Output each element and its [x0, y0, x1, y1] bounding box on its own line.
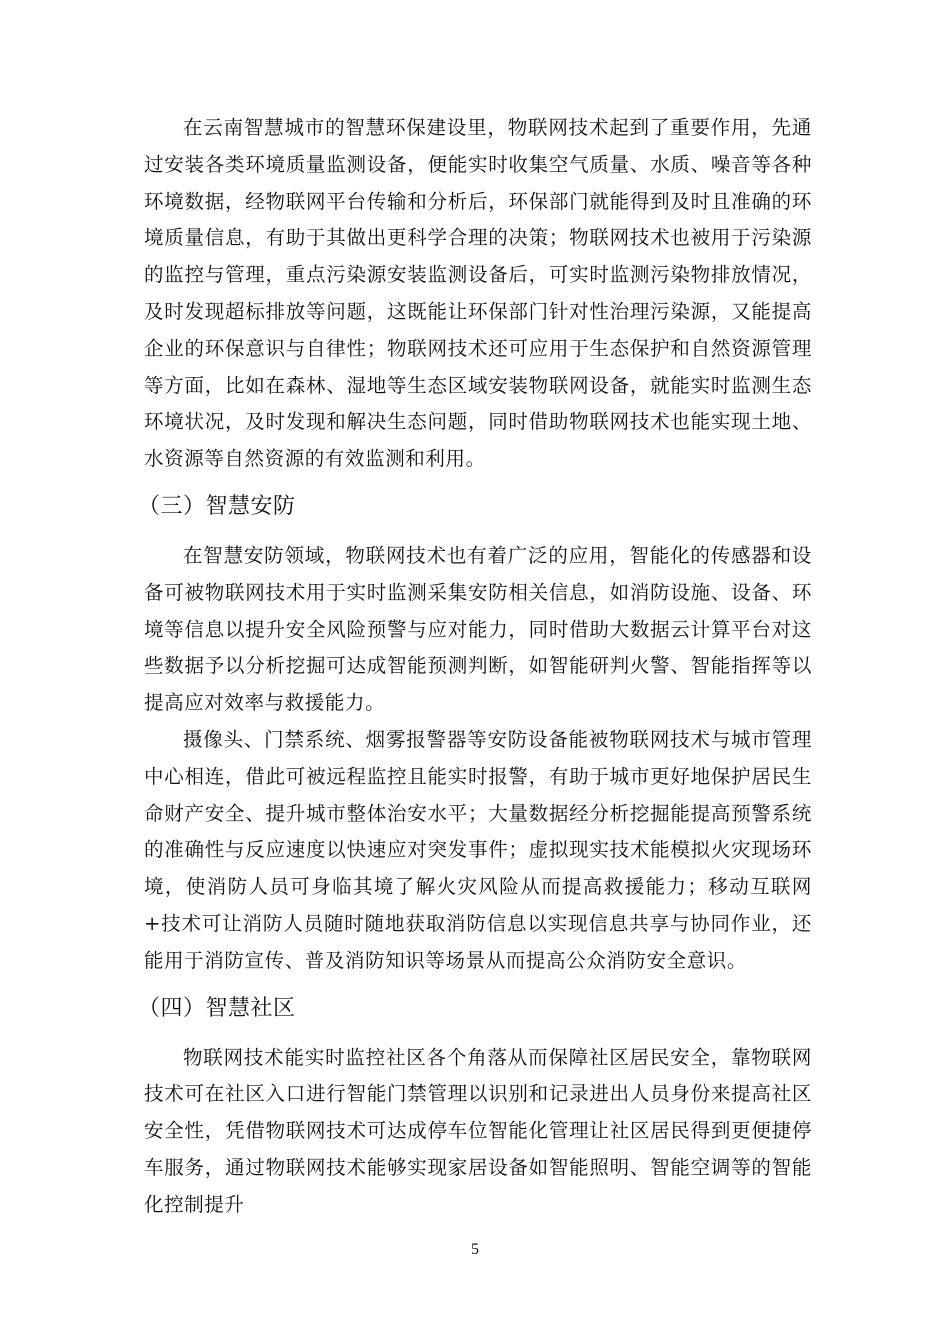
- document-body: [138, 110, 812, 1224]
- paragraph-smart-environment: 在云南智慧城市的智慧环保建设里，物联网技术起到了重要作用，先通过安装各类环境质量监测设备，便能实时收集空气质量、水质、噪音等各种环境数据，经物联网平台传输和分析后，环保部门就能得到及时且准确的环境质量信息，有助于其做出更科学合理的决策；物联网技术也被用于污染源的监控与管理，重点污染源安装监测设备后，可实时监测污染物排放情况，及时发现超标排放等问题，这既能让环保部门针对性治理污染源，又能提高企业的环保意识与自律性；物联网技术还可应用于生态保护和自然资源管理等方面，比如在森林、湿地等生态区域安装物联网设备，就能实时监测生态环境状况，及时发现和解决生态问题，同时借助物联网技术也能实现土地、水资源等自然资源的有效监测和利用。: [144, 116, 812, 471]
- paragraph-smart-security-1: 在智慧安防领域，物联网技术也有着广泛的应用，智能化的传感器和设备可被物联网技术用于实时监测采集安防相关信息，如消防设施、设备、环境等信息以提升安全风险预警与应对能力，同时借助大数据云计算平台对这些数据予以分析挖掘可达成智能预测判断，如智能研判火警、智能指挥等以提高应对效率与救援能力。: [144, 543, 812, 715]
- section-heading-smart-security: （三）智慧安防: [138, 493, 296, 519]
- paragraph-smart-security-2: 摄像头、门禁系统、烟雾报警器等安防设备能被物联网技术与城市管理中心相连，借此可被远程监控且能实时报警，有助于城市更好地保护居民生命财产安全、提升城市整体治安水平；大量数据经分析挖掘能提高预警系统的准确性与反应速度以快速应对突发事件；虚拟现实技术能模拟火灾现场环境，使消防人员可身临其境了解火灾风险从而提高救援能力；移动互联网+技术可让消防人员随时随地获取消防信息以实现信息共享与协同作业，还能用于消防宣传、普及消防知识等场景从而提高公众消防安全意识。: [144, 727, 812, 972]
- paragraph-smart-community: 物联网技术能实时监控社区各个角落从而保障社区居民安全，靠物联网技术可在社区入口进行智能门禁管理以识别和记录进出人员身份来提高社区安全性，凭借物联网技术可达成停车位智能化管理让社区居民得到更便捷停车服务，通过物联网技术能够实现家居设备如智能照明、智能空调等的智能化控制提升: [144, 1045, 812, 1216]
- page-number: 5: [471, 1241, 479, 1258]
- section-heading-smart-community: （四）智慧社区: [138, 995, 296, 1021]
